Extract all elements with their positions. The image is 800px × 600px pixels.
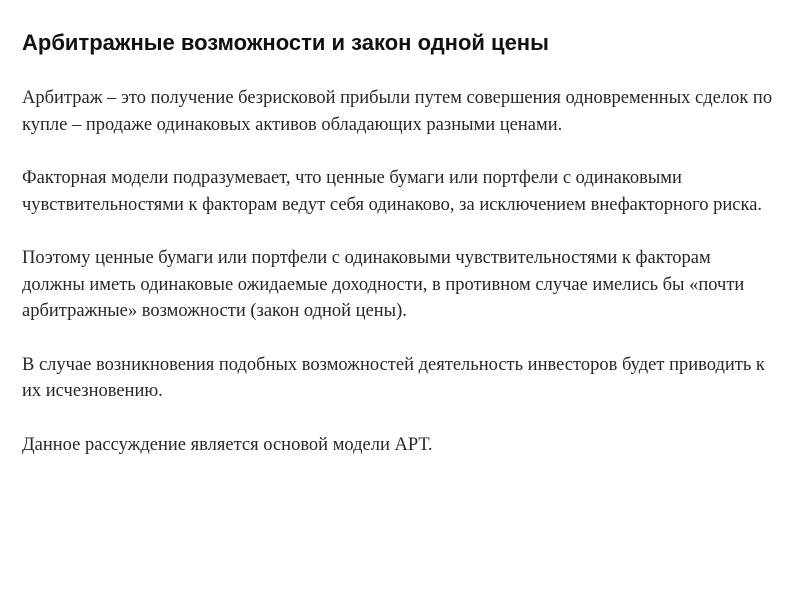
paragraph-apt-basis: Данное рассуждение является основой модели АРТ. xyxy=(22,434,433,455)
slide-title: Арбитражные возможности и закон одной цены xyxy=(22,30,549,55)
slide-body xyxy=(22,85,776,458)
paragraph-arbitrage-definition: Арбитраж – это получение безрисковой прибыли путем совершения одновременных сделок по купле – продаже одинаковых активов обладающих разными ценами. xyxy=(22,88,773,135)
paragraph-factor-model: Факторная модели подразумевает, что ценные бумаги или портфели с одинаковыми чувствительностями к факторам ведут себя одинаково, за исключением внефакторного риска. xyxy=(22,168,763,215)
paragraph-law-of-one-price: Поэтому ценные бумаги или портфели с одинаковыми чувствительностями к факторам должны иметь одинаковые ожидаемые доходности, в противном случае имелись бы «почти арбитражные» возможности (закон одной цены). xyxy=(22,248,745,321)
paragraph-investor-activity: В случае возникновения подобных возможностей деятельность инвесторов будет приводить к их исчезновению. xyxy=(22,354,765,401)
